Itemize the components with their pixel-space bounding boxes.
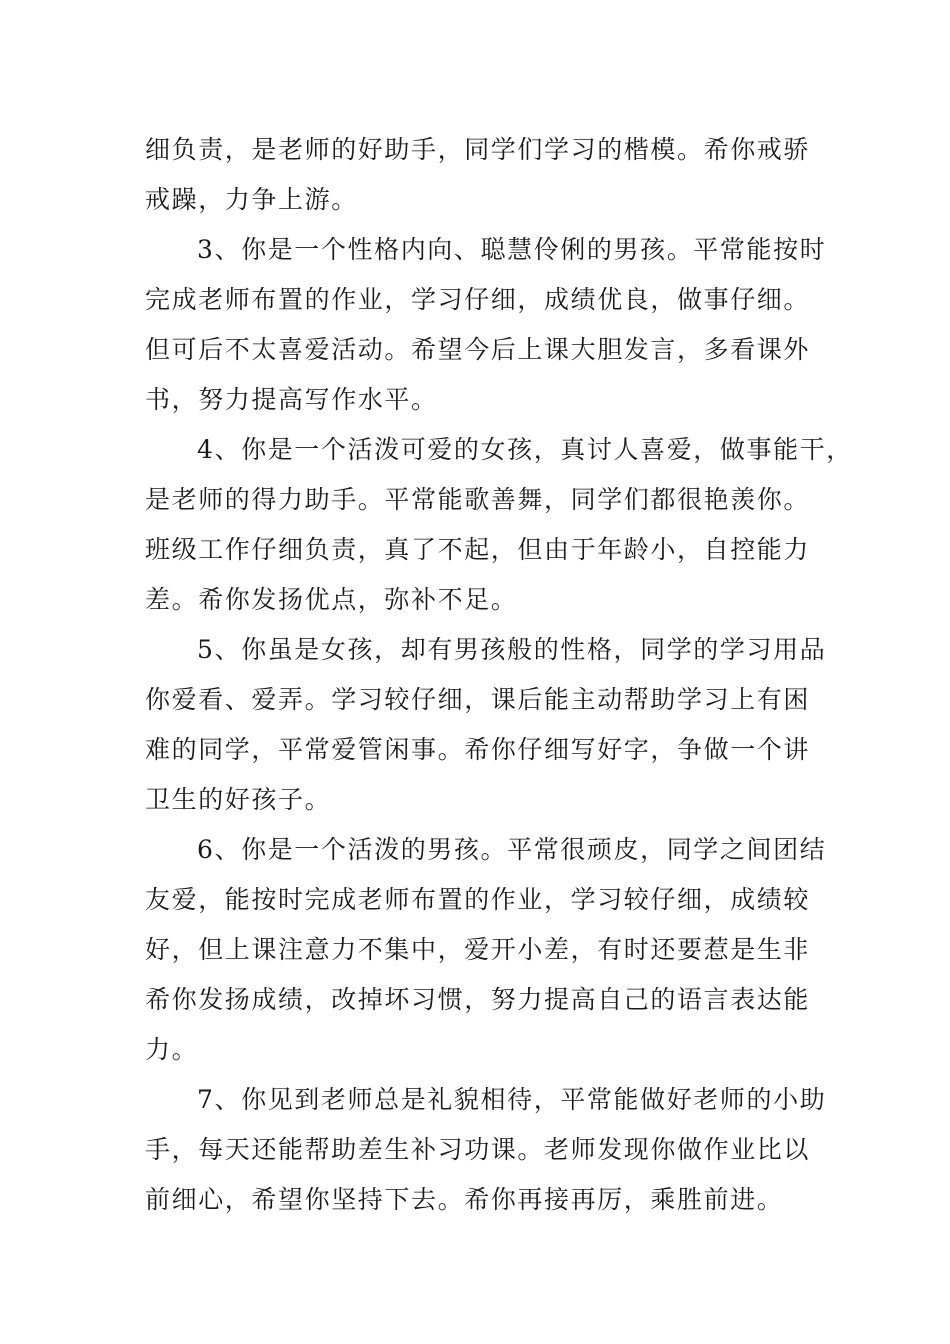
paragraph-5-start: 5、你虽是女孩，却有男孩般的性格，同学的学习用品 [197, 635, 827, 664]
paragraph-6-start: 6、你是一个活泼的男孩。平常很顽皮，同学之间团结 [197, 835, 827, 864]
text-line: 力。 [145, 1035, 199, 1064]
text-line: 你爱看、爱弄。学习较仔细，课后能主动帮助学习上有困 [145, 685, 811, 714]
text-line: 完成老师布置的作业，学习仔细，成绩优良，做事仔细。 [145, 285, 811, 314]
paragraph-3-start: 3、你是一个性格内向、聪慧伶俐的男孩。平常能按时 [197, 235, 827, 264]
text-line: 差。希你发扬优点，弥补不足。 [145, 585, 518, 614]
text-line: 友爱，能按时完成老师布置的作业，学习较仔细，成绩较 [145, 885, 811, 914]
text-line: 手，每天还能帮助差生补习功课。老师发现你做作业比以 [145, 1135, 811, 1164]
paragraph-7-start: 7、你见到老师总是礼貌相待，平常能做好老师的小助 [197, 1085, 827, 1114]
text-line: 是老师的得力助手。平常能歌善舞，同学们都很艳羡你。 [145, 485, 811, 514]
text-line: 戒躁，力争上游。 [145, 185, 358, 214]
paragraph-4-start: 4、你是一个活泼可爱的女孩，真讨人喜爱，做事能干， [197, 435, 853, 464]
text-line: 前细心，希望你坚持下去。希你再接再厉，乘胜前进。 [145, 1185, 784, 1214]
text-line: 希你发扬成绩，改掉坏习惯，努力提高自己的语言表达能 [145, 985, 811, 1014]
document-body [145, 125, 853, 1225]
text-line: 书，努力提高写作水平。 [145, 385, 438, 414]
text-line: 细负责，是老师的好助手，同学们学习的楷模。希你戒骄 [145, 135, 811, 164]
text-line: 卫生的好孩子。 [145, 785, 332, 814]
text-line: 但可后不太喜爱活动。希望今后上课大胆发言，多看课外 [145, 335, 811, 364]
text-line: 好，但上课注意力不集中，爱开小差，有时还要惹是生非 [145, 935, 811, 964]
text-line: 班级工作仔细负责，真了不起，但由于年龄小，自控能力 [145, 535, 811, 564]
text-line: 难的同学，平常爱管闲事。希你仔细写好字，争做一个讲 [145, 735, 811, 764]
